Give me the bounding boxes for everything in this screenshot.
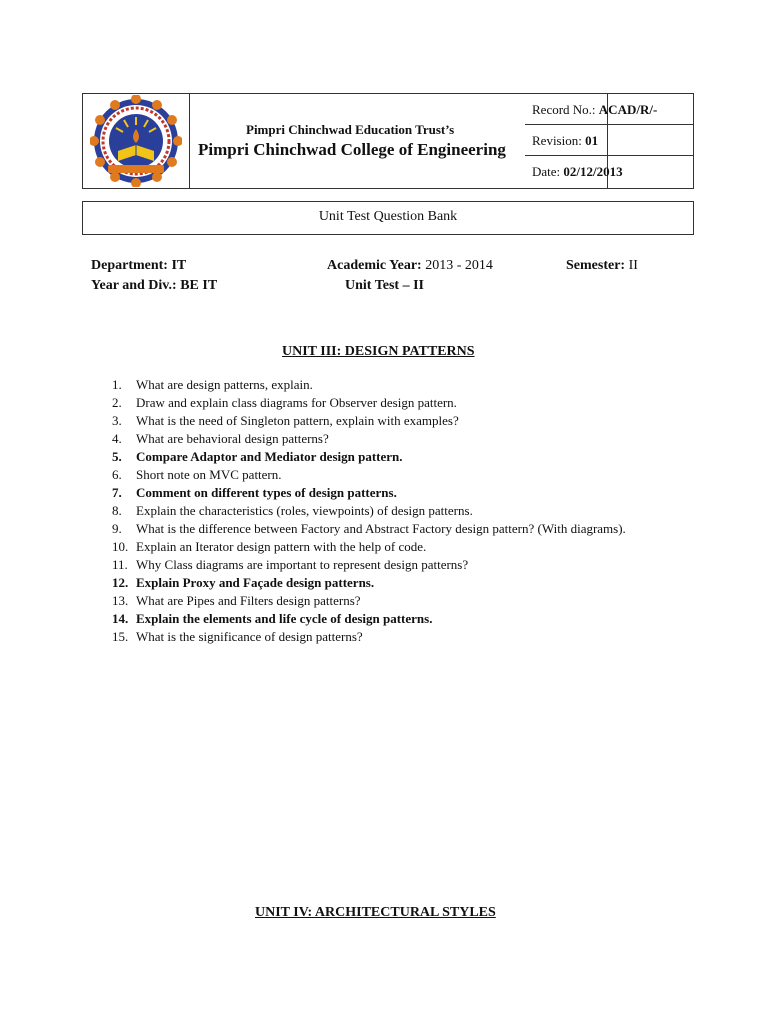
question-number: 11.	[112, 557, 128, 572]
year-and-division	[91, 278, 217, 294]
trust-name: Pimpri Chinchwad Education Trust’s	[246, 122, 455, 137]
question-item	[112, 376, 672, 394]
unit-3-title: UNIT III: DESIGN PATTERNS	[282, 344, 475, 359]
question-number: 2.	[112, 395, 122, 410]
year-div-label: Year and Div.:	[91, 278, 177, 293]
date-label: Date:	[532, 164, 561, 179]
semester-label: Semester:	[566, 258, 626, 273]
question-text: Compare Adaptor and Mediator design pattern.	[136, 449, 403, 464]
academic-year-value: 2013 - 2014	[425, 258, 493, 273]
question-number: 5.	[112, 449, 122, 464]
question-number: 1.	[112, 377, 122, 392]
question-item	[112, 574, 672, 592]
record-row	[525, 94, 693, 125]
question-list	[112, 376, 672, 646]
question-text: What are behavioral design patterns?	[136, 431, 329, 446]
question-text: What is the difference between Factory and Abstract Factory design pattern? (With diagrams).	[136, 521, 626, 536]
question-item	[112, 484, 672, 502]
question-text: Why Class diagrams are important to represent design patterns?	[136, 557, 469, 572]
question-item	[112, 448, 672, 466]
question-number: 8.	[112, 503, 122, 518]
question-item	[112, 430, 672, 448]
year-div-value: BE IT	[180, 278, 218, 293]
question-text: Draw and explain class diagrams for Observer design pattern.	[136, 395, 457, 410]
academic-year	[327, 258, 493, 274]
unit-test	[345, 278, 424, 294]
question-item	[112, 628, 672, 646]
question-number: 10.	[112, 539, 129, 554]
question-text: What is the need of Singleton pattern, explain with examples?	[136, 413, 459, 428]
question-number: 9.	[112, 521, 122, 536]
record-value: ACAD/R/-	[598, 102, 658, 117]
question-text: What are Pipes and Filters design patterns?	[136, 593, 361, 608]
question-item	[112, 466, 672, 484]
academic-year-label: Academic Year:	[327, 258, 422, 273]
question-number: 4.	[112, 431, 122, 446]
question-item	[112, 520, 672, 538]
revision-row	[525, 125, 693, 156]
question-text: Short note on MVC pattern.	[136, 467, 282, 482]
question-item	[112, 502, 672, 520]
unit-4-title: UNIT IV: ARCHITECTURAL STYLES	[255, 905, 496, 920]
semester-value: II	[628, 258, 638, 273]
logo-cell	[83, 94, 190, 188]
date-value: 02/12/2013	[563, 164, 623, 179]
question-number: 15.	[112, 629, 129, 644]
question-item	[112, 556, 672, 574]
question-text: What is the significance of design patterns?	[136, 629, 363, 644]
question-item	[112, 610, 672, 628]
semester	[566, 258, 638, 274]
question-text: Explain the elements and life cycle of design patterns.	[136, 611, 433, 626]
record-label: Record No.:	[532, 102, 596, 117]
revision-value: 01	[585, 133, 599, 148]
record-cell	[525, 94, 693, 188]
question-item	[112, 394, 672, 412]
department	[91, 258, 186, 274]
question-text: What are design patterns, explain.	[136, 377, 313, 392]
question-text: Explain the characteristics (roles, viewpoints) of design patterns.	[136, 503, 473, 518]
college-emblem-icon	[90, 95, 182, 187]
question-number: 13.	[112, 593, 129, 608]
question-number: 12.	[112, 575, 129, 590]
question-number: 14.	[112, 611, 129, 626]
question-bank-title: Unit Test Question Bank	[82, 201, 694, 235]
unit-test-label: Unit Test – II	[345, 278, 424, 293]
date-row	[525, 156, 693, 187]
question-text: Explain Proxy and Façade design patterns.	[136, 575, 375, 590]
revision-label: Revision:	[532, 133, 582, 148]
question-item	[112, 592, 672, 610]
question-number: 3.	[112, 413, 122, 428]
question-item	[112, 412, 672, 430]
question-item	[112, 538, 672, 556]
question-text: Explain an Iterator design pattern with the help of code.	[136, 539, 427, 554]
college-name: Pimpri Chinchwad College of Engineering	[198, 140, 506, 159]
question-text: Comment on different types of design patterns.	[136, 485, 397, 500]
department-label: Department:	[91, 258, 168, 273]
question-number: 6.	[112, 467, 122, 482]
department-value: IT	[171, 258, 187, 273]
question-number: 7.	[112, 485, 122, 500]
